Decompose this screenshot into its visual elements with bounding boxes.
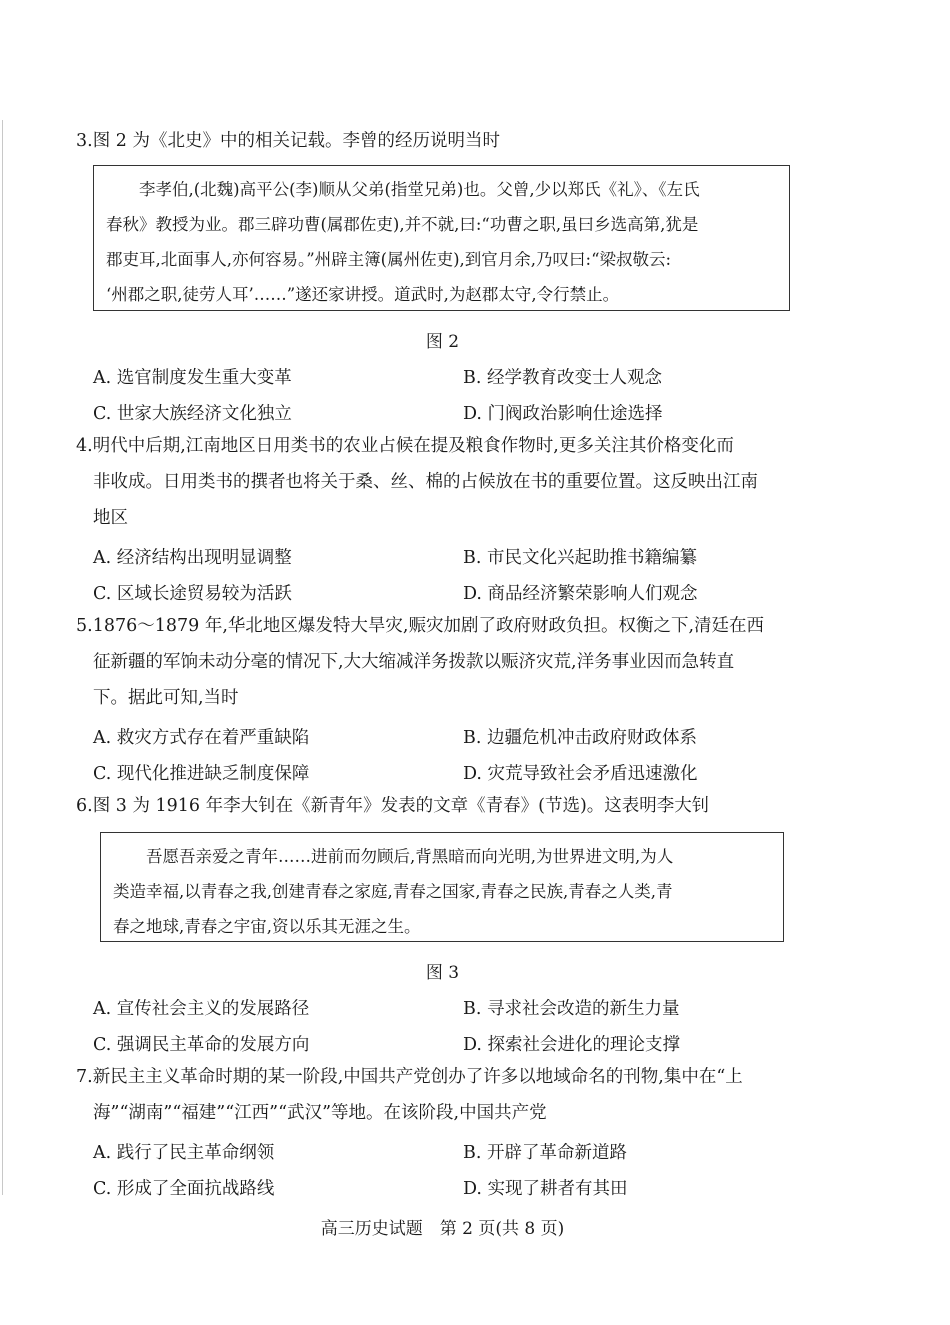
q5-option-c[interactable]: C. 现代化推进缺乏制度保障: [93, 764, 310, 784]
q5-option-b[interactable]: B. 边疆危机冲击政府财政体系: [463, 728, 697, 748]
q3-option-c[interactable]: C. 世家大族经济文化独立: [93, 404, 292, 424]
q3-option-b[interactable]: B. 经学教育改变士人观念: [463, 368, 662, 388]
figure-3-line: 春之地球,青春之宇宙,资以乐其无涯之生。: [113, 917, 421, 936]
question-5: [76, 608, 816, 716]
q7-option-c[interactable]: C. 形成了全面抗战路线: [93, 1179, 275, 1199]
q7-option-d[interactable]: D. 实现了耕者有其田: [463, 1179, 628, 1199]
figure-2-line: 春秋》教授为业。郡三辟功曹(属郡佐吏),并不就,曰:“功曹之职,虽曰乡选高第,犹是: [106, 215, 699, 234]
question-7: [76, 1059, 816, 1131]
figure-2-line: 郡吏耳,北面事人,亦何容易。”州辟主簿(属州佐吏),到官月余,乃叹曰:“梁叔敬云:: [106, 250, 672, 269]
q3-option-d[interactable]: D. 门阀政治影响仕途选择: [463, 404, 663, 424]
q4-option-b[interactable]: B. 市民文化兴起助推书籍编纂: [463, 548, 697, 568]
q6-option-d[interactable]: D. 探索社会进化的理论支撑: [463, 1035, 681, 1055]
figure-3-excerpt-box: [100, 832, 784, 942]
question-6: [76, 788, 816, 824]
figure-2-label: 图 2: [425, 332, 460, 352]
q6-option-a[interactable]: A. 宣传社会主义的发展路径: [93, 999, 310, 1019]
q4-option-c[interactable]: C. 区域长途贸易较为活跃: [93, 584, 292, 604]
question-7-stem-line: 海”“湖南”“福建”“江西”“武汉”等地。在该阶段,中国共产党: [93, 1103, 547, 1123]
figure-2-excerpt-box: [93, 165, 790, 311]
question-6-stem: 6.图 3 为 1916 年李大钊在《新青年》发表的文章《青春》(节选)。这表明李大钊: [76, 796, 710, 816]
figure-2-line: ‘州郡之职,徒劳人耳’……”遂还家讲授。道武时,为赵郡太守,令行禁止。: [106, 285, 620, 304]
question-3: [76, 123, 816, 159]
figure-3-line: 吾愿吾亲爱之青年……进前而勿顾后,背黑暗而向光明,为世界进文明,为人: [146, 847, 674, 866]
q3-option-a[interactable]: A. 选官制度发生重大变革: [93, 368, 292, 388]
q4-option-d[interactable]: D. 商品经济繁荣影响人们观念: [463, 584, 698, 604]
q5-option-a[interactable]: A. 救灾方式存在着严重缺陷: [93, 728, 310, 748]
q6-option-b[interactable]: B. 寻求社会改造的新生力量: [463, 999, 680, 1019]
question-4: [76, 428, 816, 536]
figure-3-line: 类造幸福,以青春之我,创建青春之家庭,青春之国家,青春之民族,青春之人类,青: [113, 882, 673, 901]
q7-option-a[interactable]: A. 践行了民主革命纲领: [93, 1143, 275, 1163]
question-5-stem-line: 下。据此可知,当时: [93, 688, 239, 708]
question-4-stem-line: 地区: [93, 508, 128, 528]
question-4-stem-line: 4.明代中后期,江南地区日用类书的农业占候在提及粮食作物时,更多关注其价格变化而: [76, 436, 734, 456]
q5-option-d[interactable]: D. 灾荒导致社会矛盾迅速激化: [463, 764, 698, 784]
page-footer: 高三历史试题 第 2 页(共 8 页): [320, 1219, 565, 1239]
question-4-stem-line: 非收成。日用类书的撰者也将关于桑、丝、棉的占候放在书的重要位置。这反映出江南: [93, 472, 758, 492]
q4-option-a[interactable]: A. 经济结构出现明显调整: [93, 548, 292, 568]
question-3-stem: 3.图 2 为《北史》中的相关记载。李曾的经历说明当时: [76, 131, 500, 151]
q7-option-b[interactable]: B. 开辟了革命新道路: [463, 1143, 627, 1163]
figure-3-label: 图 3: [425, 963, 460, 983]
question-7-stem-line: 7.新民主主义革命时期的某一阶段,中国共产党创办了许多以地域命名的刊物,集中在“上: [76, 1067, 743, 1087]
margin-rule: [2, 120, 3, 1195]
question-5-stem-line: 征新疆的军饷未动分毫的情况下,大大缩减洋务拨款以赈济灾荒,洋务事业因而急转直: [93, 652, 735, 672]
q6-option-c[interactable]: C. 强调民主革命的发展方向: [93, 1035, 310, 1055]
figure-2-line: 李孝伯,(北魏)高平公(李)顺从父弟(指堂兄弟)也。父曾,少以郑氏《礼》、《左氏: [139, 180, 700, 199]
question-5-stem-line: 5.1876～1879 年,华北地区爆发特大旱灾,赈灾加剧了政府财政负担。权衡之下,清廷在西: [76, 616, 765, 636]
